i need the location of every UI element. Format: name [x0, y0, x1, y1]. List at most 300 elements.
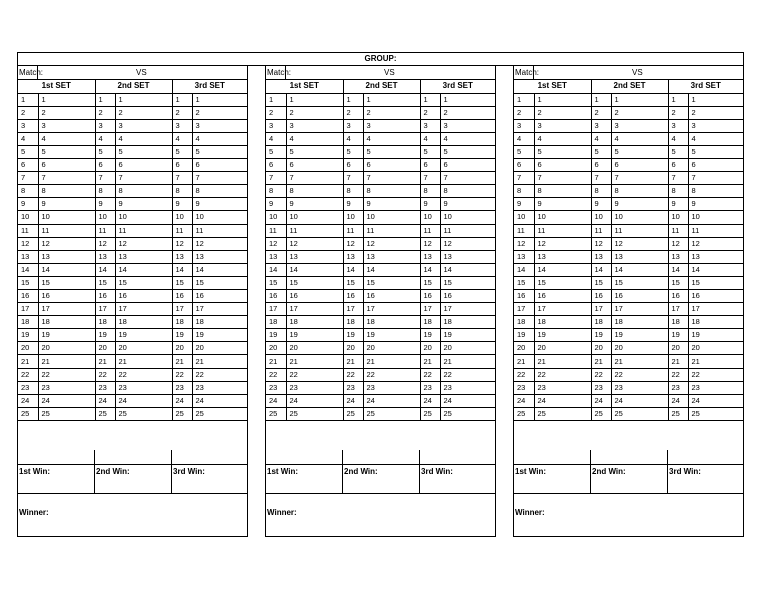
point-number-cell[interactable]: 13 [591, 250, 611, 263]
point-number-cell[interactable]: 21 [440, 355, 495, 368]
point-number-cell[interactable]: 9 [38, 198, 95, 211]
point-number-cell[interactable]: 9 [18, 198, 38, 211]
point-number-cell[interactable]: 18 [343, 316, 363, 329]
point-number-cell[interactable]: 10 [95, 211, 115, 224]
point-number-cell[interactable]: 7 [534, 172, 591, 185]
point-number-cell[interactable]: 25 [192, 407, 247, 420]
point-number-cell[interactable]: 10 [266, 211, 286, 224]
first-win-cell[interactable] [266, 465, 342, 494]
point-number-cell[interactable]: 11 [172, 224, 192, 237]
point-number-cell[interactable]: 22 [440, 368, 495, 381]
point-number-cell[interactable]: 3 [18, 119, 38, 132]
point-number-cell[interactable]: 10 [420, 211, 440, 224]
point-number-cell[interactable]: 8 [192, 185, 247, 198]
point-number-cell[interactable]: 20 [115, 342, 172, 355]
point-number-cell[interactable]: 25 [534, 407, 591, 420]
point-number-cell[interactable]: 22 [38, 368, 95, 381]
point-number-cell[interactable]: 2 [611, 106, 668, 119]
point-number-cell[interactable]: 2 [343, 106, 363, 119]
point-number-cell[interactable]: 5 [688, 145, 743, 158]
point-number-cell[interactable]: 9 [420, 198, 440, 211]
point-number-cell[interactable]: 16 [38, 290, 95, 303]
point-number-cell[interactable]: 22 [115, 368, 172, 381]
point-number-cell[interactable]: 7 [420, 172, 440, 185]
second-win-cell[interactable] [94, 465, 171, 494]
point-number-cell[interactable]: 15 [688, 276, 743, 289]
point-number-cell[interactable]: 11 [688, 224, 743, 237]
point-number-cell[interactable]: 25 [668, 407, 688, 420]
point-number-cell[interactable]: 16 [266, 290, 286, 303]
point-number-cell[interactable]: 7 [591, 172, 611, 185]
point-number-cell[interactable]: 6 [363, 159, 420, 172]
point-number-cell[interactable]: 14 [668, 263, 688, 276]
second-win-cell[interactable] [342, 465, 419, 494]
point-number-cell[interactable]: 15 [668, 276, 688, 289]
point-number-cell[interactable]: 25 [95, 407, 115, 420]
point-number-cell[interactable]: 2 [95, 106, 115, 119]
point-number-cell[interactable]: 5 [363, 145, 420, 158]
point-number-cell[interactable]: 12 [266, 237, 286, 250]
point-number-cell[interactable]: 16 [363, 290, 420, 303]
point-number-cell[interactable]: 22 [172, 368, 192, 381]
point-number-cell[interactable]: 2 [286, 106, 343, 119]
point-number-cell[interactable]: 14 [38, 263, 95, 276]
point-number-cell[interactable]: 19 [440, 329, 495, 342]
point-number-cell[interactable]: 8 [18, 185, 38, 198]
point-number-cell[interactable]: 4 [343, 132, 363, 145]
point-number-cell[interactable]: 24 [363, 394, 420, 407]
first-win-cell[interactable] [18, 465, 94, 494]
point-number-cell[interactable]: 23 [420, 381, 440, 394]
point-number-cell[interactable]: 9 [688, 198, 743, 211]
point-number-cell[interactable]: 3 [172, 119, 192, 132]
point-number-cell[interactable]: 9 [192, 198, 247, 211]
point-number-cell[interactable]: 10 [192, 211, 247, 224]
point-number-cell[interactable]: 12 [688, 237, 743, 250]
point-number-cell[interactable]: 23 [611, 381, 668, 394]
point-number-cell[interactable]: 21 [611, 355, 668, 368]
point-number-cell[interactable]: 17 [668, 303, 688, 316]
point-number-cell[interactable]: 13 [420, 250, 440, 263]
point-number-cell[interactable]: 23 [115, 381, 172, 394]
point-number-cell[interactable]: 11 [115, 224, 172, 237]
point-number-cell[interactable]: 17 [440, 303, 495, 316]
point-number-cell[interactable]: 24 [172, 394, 192, 407]
point-number-cell[interactable]: 18 [611, 316, 668, 329]
point-number-cell[interactable]: 16 [95, 290, 115, 303]
point-number-cell[interactable]: 4 [95, 132, 115, 145]
point-number-cell[interactable]: 22 [420, 368, 440, 381]
point-number-cell[interactable]: 10 [514, 211, 534, 224]
point-number-cell[interactable]: 13 [668, 250, 688, 263]
point-number-cell[interactable]: 6 [420, 159, 440, 172]
point-number-cell[interactable]: 20 [172, 342, 192, 355]
point-number-cell[interactable]: 10 [115, 211, 172, 224]
point-number-cell[interactable]: 4 [38, 132, 95, 145]
point-number-cell[interactable]: 12 [18, 237, 38, 250]
point-number-cell[interactable]: 5 [591, 145, 611, 158]
point-number-cell[interactable]: 8 [420, 185, 440, 198]
point-number-cell[interactable]: 21 [38, 355, 95, 368]
point-number-cell[interactable]: 23 [266, 381, 286, 394]
point-number-cell[interactable]: 2 [668, 106, 688, 119]
point-number-cell[interactable]: 23 [668, 381, 688, 394]
point-number-cell[interactable]: 19 [115, 329, 172, 342]
point-number-cell[interactable]: 7 [115, 172, 172, 185]
point-number-cell[interactable]: 13 [266, 250, 286, 263]
point-number-cell[interactable]: 16 [192, 290, 247, 303]
point-number-cell[interactable]: 17 [611, 303, 668, 316]
point-number-cell[interactable]: 1 [363, 93, 420, 106]
point-number-cell[interactable]: 8 [668, 185, 688, 198]
point-number-cell[interactable]: 15 [514, 276, 534, 289]
point-number-cell[interactable]: 15 [363, 276, 420, 289]
point-number-cell[interactable]: 3 [363, 119, 420, 132]
point-number-cell[interactable]: 5 [192, 145, 247, 158]
point-number-cell[interactable]: 1 [611, 93, 668, 106]
point-number-cell[interactable]: 13 [286, 250, 343, 263]
point-number-cell[interactable]: 20 [440, 342, 495, 355]
point-number-cell[interactable]: 25 [266, 407, 286, 420]
point-number-cell[interactable]: 1 [343, 93, 363, 106]
point-number-cell[interactable]: 20 [286, 342, 343, 355]
point-number-cell[interactable]: 17 [115, 303, 172, 316]
point-number-cell[interactable]: 4 [440, 132, 495, 145]
point-number-cell[interactable]: 2 [420, 106, 440, 119]
point-number-cell[interactable]: 24 [286, 394, 343, 407]
point-number-cell[interactable]: 16 [420, 290, 440, 303]
point-number-cell[interactable]: 17 [420, 303, 440, 316]
point-number-cell[interactable]: 6 [286, 159, 343, 172]
point-number-cell[interactable]: 12 [95, 237, 115, 250]
point-number-cell[interactable]: 14 [95, 263, 115, 276]
point-number-cell[interactable]: 16 [514, 290, 534, 303]
point-number-cell[interactable]: 7 [266, 172, 286, 185]
point-number-cell[interactable]: 21 [286, 355, 343, 368]
point-number-cell[interactable]: 4 [286, 132, 343, 145]
point-number-cell[interactable]: 14 [420, 263, 440, 276]
point-number-cell[interactable]: 19 [266, 329, 286, 342]
third-win-cell[interactable] [667, 465, 743, 494]
point-number-cell[interactable]: 5 [440, 145, 495, 158]
point-number-cell[interactable]: 20 [363, 342, 420, 355]
point-number-cell[interactable]: 19 [38, 329, 95, 342]
point-number-cell[interactable]: 1 [95, 93, 115, 106]
point-number-cell[interactable]: 18 [514, 316, 534, 329]
point-number-cell[interactable]: 1 [420, 93, 440, 106]
point-number-cell[interactable]: 9 [286, 198, 343, 211]
point-number-cell[interactable]: 24 [534, 394, 591, 407]
point-number-cell[interactable]: 9 [534, 198, 591, 211]
point-number-cell[interactable]: 18 [286, 316, 343, 329]
point-number-cell[interactable]: 3 [591, 119, 611, 132]
point-number-cell[interactable]: 8 [286, 185, 343, 198]
point-number-cell[interactable]: 15 [420, 276, 440, 289]
point-number-cell[interactable]: 23 [192, 381, 247, 394]
point-number-cell[interactable]: 24 [591, 394, 611, 407]
point-number-cell[interactable]: 25 [38, 407, 95, 420]
point-number-cell[interactable]: 16 [534, 290, 591, 303]
point-number-cell[interactable]: 16 [115, 290, 172, 303]
point-number-cell[interactable]: 18 [534, 316, 591, 329]
point-number-cell[interactable]: 4 [266, 132, 286, 145]
point-number-cell[interactable]: 4 [611, 132, 668, 145]
point-number-cell[interactable]: 22 [534, 368, 591, 381]
point-number-cell[interactable]: 12 [115, 237, 172, 250]
point-number-cell[interactable]: 17 [534, 303, 591, 316]
point-number-cell[interactable]: 7 [38, 172, 95, 185]
point-number-cell[interactable]: 10 [591, 211, 611, 224]
point-number-cell[interactable]: 11 [440, 224, 495, 237]
point-number-cell[interactable]: 10 [18, 211, 38, 224]
point-number-cell[interactable]: 24 [668, 394, 688, 407]
point-number-cell[interactable]: 21 [591, 355, 611, 368]
point-number-cell[interactable]: 3 [514, 119, 534, 132]
point-number-cell[interactable]: 13 [688, 250, 743, 263]
point-number-cell[interactable]: 21 [514, 355, 534, 368]
point-number-cell[interactable]: 11 [591, 224, 611, 237]
point-number-cell[interactable]: 14 [192, 263, 247, 276]
point-number-cell[interactable]: 8 [95, 185, 115, 198]
point-number-cell[interactable]: 21 [266, 355, 286, 368]
point-number-cell[interactable]: 9 [668, 198, 688, 211]
point-number-cell[interactable]: 17 [18, 303, 38, 316]
point-number-cell[interactable]: 7 [514, 172, 534, 185]
point-number-cell[interactable]: 16 [688, 290, 743, 303]
point-number-cell[interactable]: 3 [38, 119, 95, 132]
point-number-cell[interactable]: 20 [266, 342, 286, 355]
winner-row[interactable] [18, 494, 247, 536]
point-number-cell[interactable]: 19 [192, 329, 247, 342]
point-number-cell[interactable]: 10 [286, 211, 343, 224]
point-number-cell[interactable]: 24 [688, 394, 743, 407]
point-number-cell[interactable]: 23 [688, 381, 743, 394]
point-number-cell[interactable]: 14 [286, 263, 343, 276]
point-number-cell[interactable]: 2 [534, 106, 591, 119]
point-number-cell[interactable]: 14 [591, 263, 611, 276]
point-number-cell[interactable]: 15 [38, 276, 95, 289]
point-number-cell[interactable]: 19 [172, 329, 192, 342]
point-number-cell[interactable]: 4 [514, 132, 534, 145]
point-number-cell[interactable]: 10 [688, 211, 743, 224]
point-number-cell[interactable]: 7 [192, 172, 247, 185]
point-number-cell[interactable]: 11 [343, 224, 363, 237]
point-number-cell[interactable]: 15 [343, 276, 363, 289]
point-number-cell[interactable]: 15 [266, 276, 286, 289]
point-number-cell[interactable]: 1 [172, 93, 192, 106]
point-number-cell[interactable]: 7 [343, 172, 363, 185]
point-number-cell[interactable]: 14 [266, 263, 286, 276]
point-number-cell[interactable]: 8 [266, 185, 286, 198]
point-number-cell[interactable]: 17 [192, 303, 247, 316]
point-number-cell[interactable]: 23 [343, 381, 363, 394]
point-number-cell[interactable]: 7 [172, 172, 192, 185]
point-number-cell[interactable]: 17 [688, 303, 743, 316]
point-number-cell[interactable]: 1 [192, 93, 247, 106]
point-number-cell[interactable]: 19 [286, 329, 343, 342]
point-number-cell[interactable]: 13 [192, 250, 247, 263]
point-number-cell[interactable]: 11 [18, 224, 38, 237]
point-number-cell[interactable]: 20 [95, 342, 115, 355]
point-number-cell[interactable]: 2 [266, 106, 286, 119]
point-number-cell[interactable]: 12 [363, 237, 420, 250]
point-number-cell[interactable]: 2 [440, 106, 495, 119]
point-number-cell[interactable]: 11 [420, 224, 440, 237]
point-number-cell[interactable]: 4 [192, 132, 247, 145]
point-number-cell[interactable]: 18 [115, 316, 172, 329]
point-number-cell[interactable]: 18 [420, 316, 440, 329]
point-number-cell[interactable]: 13 [95, 250, 115, 263]
point-number-cell[interactable]: 25 [286, 407, 343, 420]
point-number-cell[interactable]: 8 [514, 185, 534, 198]
point-number-cell[interactable]: 25 [688, 407, 743, 420]
point-number-cell[interactable]: 13 [343, 250, 363, 263]
point-number-cell[interactable]: 17 [38, 303, 95, 316]
point-number-cell[interactable]: 7 [611, 172, 668, 185]
point-number-cell[interactable]: 15 [192, 276, 247, 289]
point-number-cell[interactable]: 18 [591, 316, 611, 329]
point-number-cell[interactable]: 1 [514, 93, 534, 106]
point-number-cell[interactable]: 13 [514, 250, 534, 263]
point-number-cell[interactable]: 2 [38, 106, 95, 119]
point-number-cell[interactable]: 5 [534, 145, 591, 158]
point-number-cell[interactable]: 13 [115, 250, 172, 263]
point-number-cell[interactable]: 13 [172, 250, 192, 263]
point-number-cell[interactable]: 7 [363, 172, 420, 185]
point-number-cell[interactable]: 1 [266, 93, 286, 106]
point-number-cell[interactable]: 9 [363, 198, 420, 211]
point-number-cell[interactable]: 5 [18, 145, 38, 158]
point-number-cell[interactable]: 1 [534, 93, 591, 106]
point-number-cell[interactable]: 21 [172, 355, 192, 368]
point-number-cell[interactable]: 8 [534, 185, 591, 198]
point-number-cell[interactable]: 20 [343, 342, 363, 355]
point-number-cell[interactable]: 19 [95, 329, 115, 342]
point-number-cell[interactable]: 2 [514, 106, 534, 119]
point-number-cell[interactable]: 4 [688, 132, 743, 145]
point-number-cell[interactable]: 15 [172, 276, 192, 289]
point-number-cell[interactable]: 1 [440, 93, 495, 106]
point-number-cell[interactable]: 14 [18, 263, 38, 276]
point-number-cell[interactable]: 11 [534, 224, 591, 237]
point-number-cell[interactable]: 7 [95, 172, 115, 185]
point-number-cell[interactable]: 19 [420, 329, 440, 342]
point-number-cell[interactable]: 5 [286, 145, 343, 158]
point-number-cell[interactable]: 20 [192, 342, 247, 355]
point-number-cell[interactable]: 16 [611, 290, 668, 303]
point-number-cell[interactable]: 23 [363, 381, 420, 394]
point-number-cell[interactable]: 4 [115, 132, 172, 145]
first-win-cell[interactable] [514, 465, 590, 494]
point-number-cell[interactable]: 11 [363, 224, 420, 237]
point-number-cell[interactable]: 16 [668, 290, 688, 303]
point-number-cell[interactable]: 25 [343, 407, 363, 420]
point-number-cell[interactable]: 25 [440, 407, 495, 420]
point-number-cell[interactable]: 19 [534, 329, 591, 342]
point-number-cell[interactable]: 11 [514, 224, 534, 237]
point-number-cell[interactable]: 15 [95, 276, 115, 289]
point-number-cell[interactable]: 2 [18, 106, 38, 119]
point-number-cell[interactable]: 23 [95, 381, 115, 394]
point-number-cell[interactable]: 8 [611, 185, 668, 198]
point-number-cell[interactable]: 20 [514, 342, 534, 355]
point-number-cell[interactable]: 15 [611, 276, 668, 289]
point-number-cell[interactable]: 20 [534, 342, 591, 355]
point-number-cell[interactable]: 8 [688, 185, 743, 198]
point-number-cell[interactable]: 18 [95, 316, 115, 329]
point-number-cell[interactable]: 22 [18, 368, 38, 381]
point-number-cell[interactable]: 19 [668, 329, 688, 342]
point-number-cell[interactable]: 14 [611, 263, 668, 276]
point-number-cell[interactable]: 11 [668, 224, 688, 237]
point-number-cell[interactable]: 12 [286, 237, 343, 250]
winner-row[interactable] [266, 494, 495, 536]
point-number-cell[interactable]: 25 [115, 407, 172, 420]
third-win-cell[interactable] [419, 465, 495, 494]
point-number-cell[interactable]: 24 [343, 394, 363, 407]
point-number-cell[interactable]: 6 [668, 159, 688, 172]
point-number-cell[interactable]: 18 [266, 316, 286, 329]
point-number-cell[interactable]: 9 [591, 198, 611, 211]
point-number-cell[interactable]: 13 [18, 250, 38, 263]
point-number-cell[interactable]: 15 [440, 276, 495, 289]
point-number-cell[interactable]: 8 [363, 185, 420, 198]
point-number-cell[interactable]: 12 [591, 237, 611, 250]
point-number-cell[interactable]: 18 [192, 316, 247, 329]
point-number-cell[interactable]: 22 [192, 368, 247, 381]
point-number-cell[interactable]: 8 [440, 185, 495, 198]
point-number-cell[interactable]: 21 [95, 355, 115, 368]
point-number-cell[interactable]: 9 [611, 198, 668, 211]
point-number-cell[interactable]: 25 [591, 407, 611, 420]
point-number-cell[interactable]: 17 [266, 303, 286, 316]
point-number-cell[interactable]: 11 [266, 224, 286, 237]
point-number-cell[interactable]: 11 [611, 224, 668, 237]
point-number-cell[interactable]: 22 [611, 368, 668, 381]
point-number-cell[interactable]: 18 [172, 316, 192, 329]
point-number-cell[interactable]: 10 [611, 211, 668, 224]
point-number-cell[interactable]: 3 [420, 119, 440, 132]
point-number-cell[interactable]: 16 [440, 290, 495, 303]
point-number-cell[interactable]: 9 [343, 198, 363, 211]
point-number-cell[interactable]: 6 [115, 159, 172, 172]
point-number-cell[interactable]: 24 [95, 394, 115, 407]
point-number-cell[interactable]: 11 [38, 224, 95, 237]
point-number-cell[interactable]: 19 [591, 329, 611, 342]
point-number-cell[interactable]: 9 [115, 198, 172, 211]
point-number-cell[interactable]: 6 [591, 159, 611, 172]
point-number-cell[interactable]: 17 [363, 303, 420, 316]
point-number-cell[interactable]: 19 [363, 329, 420, 342]
point-number-cell[interactable]: 6 [514, 159, 534, 172]
point-number-cell[interactable]: 10 [440, 211, 495, 224]
point-number-cell[interactable]: 10 [343, 211, 363, 224]
point-number-cell[interactable]: 17 [286, 303, 343, 316]
point-number-cell[interactable]: 18 [363, 316, 420, 329]
point-number-cell[interactable]: 11 [95, 224, 115, 237]
point-number-cell[interactable]: 6 [534, 159, 591, 172]
point-number-cell[interactable]: 24 [420, 394, 440, 407]
point-number-cell[interactable]: 13 [534, 250, 591, 263]
point-number-cell[interactable]: 1 [38, 93, 95, 106]
point-number-cell[interactable]: 6 [95, 159, 115, 172]
winner-row[interactable] [514, 494, 743, 536]
point-number-cell[interactable]: 6 [38, 159, 95, 172]
point-number-cell[interactable]: 1 [591, 93, 611, 106]
point-number-cell[interactable]: 12 [420, 237, 440, 250]
point-number-cell[interactable]: 9 [95, 198, 115, 211]
point-number-cell[interactable]: 5 [172, 145, 192, 158]
